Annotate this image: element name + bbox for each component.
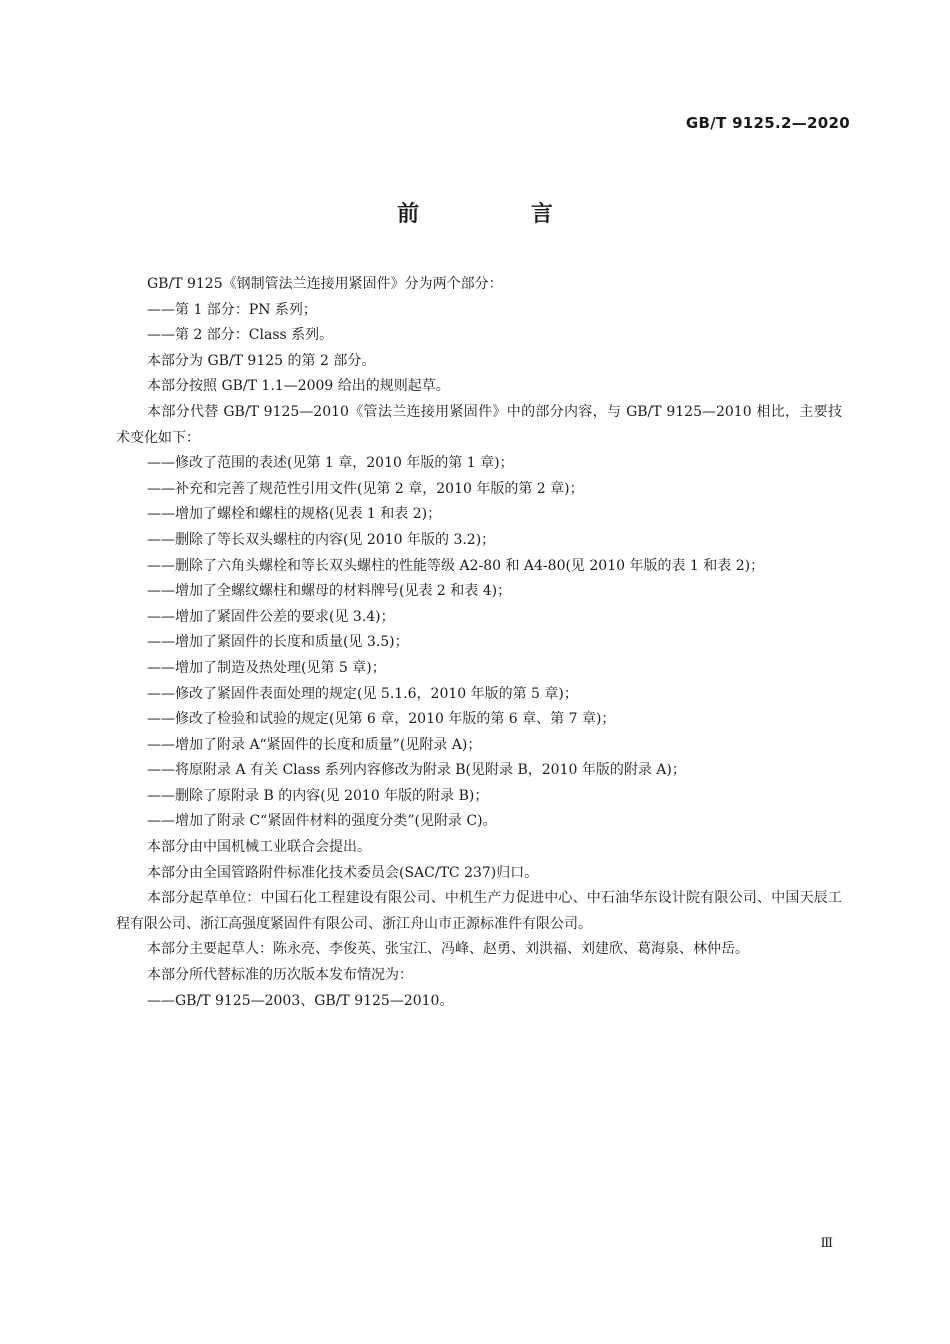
list-item: ——将原附录 A 有关 Class 系列内容修改为附录 B(见附录 B，2010 年版的附录 A)；: [147, 762, 686, 779]
list-item: ——增加了附录 A“紧固件的长度和质量”(见附录 A)；: [147, 736, 482, 753]
paragraph: 本部分所代替标准的历次版本发布情况为：: [147, 967, 413, 984]
list-item: ——增加了紧固件公差的要求(见 3.4)；: [147, 608, 395, 625]
standard-number: GB/T 9125.2—2020: [685, 114, 850, 132]
list-item: ——GB/T 9125—2003、GB/T 9125—2010。: [147, 992, 454, 1009]
list-item: ——增加了螺栓和螺柱的规格(见表 1 和表 2)；: [147, 506, 442, 523]
list-item: ——删除了原附录 B 的内容(见 2010 年版的附录 B)；: [147, 787, 489, 804]
foreword-body: [116, 272, 842, 1014]
list-item: ——增加了附录 C“紧固件材料的强度分类”(见附录 C)。: [147, 813, 497, 830]
list-item: ——增加了紧固件的长度和质量(见 3.5)；: [147, 634, 409, 651]
list-item: ——第 1 部分：PN 系列；: [147, 301, 317, 318]
paragraph: 本部分主要起草人：陈永亮、李俊英、张宝江、冯峰、赵勇、刘洪福、刘建欣、葛海泉、林仲岳。: [147, 941, 749, 958]
list-item: ——增加了全螺纹螺柱和螺母的材料牌号(见表 2 和表 4)；: [147, 583, 512, 600]
list-item: ——删除了六角头螺栓和等长双头螺柱的性能等级 A2-80 和 A4-80(见 2010 年版的表 1 和表 2)；: [147, 557, 765, 574]
list-item: ——补充和完善了规范性引用文件(见第 2 章，2010 年版的第 2 章)；: [147, 480, 584, 497]
paragraph: 本部分起草单位：中国石化工程建设有限公司、中机生产力促进中心、中石油华东设计院有限公司、中国天辰工程有限公司、浙江高强度紧固件有限公司、浙江舟山市正源标准件有限公司。: [116, 890, 842, 932]
paragraph: 本部分按照 GB/T 1.1—2009 给出的规则起草。: [147, 378, 450, 395]
paragraph: 本部分为 GB/T 9125 的第 2 部分。: [147, 352, 376, 369]
list-item: ——修改了检验和试验的规定(见第 6 章，2010 年版的第 6 章、第 7 章)；: [147, 711, 616, 728]
list-item: ——增加了制造及热处理(见第 5 章)；: [147, 659, 386, 676]
page-title: 前 言: [397, 202, 605, 227]
paragraph: 本部分代替 GB/T 9125—2010《管法兰连接用紧固件》中的部分内容，与 GB/T 9125—2010 相比，主要技术变化如下：: [116, 403, 842, 446]
list-item: ——第 2 部分：Class 系列。: [147, 327, 334, 344]
list-item: ——删除了等长双头螺柱的内容(见 2010 年版的 3.2)；: [147, 531, 496, 548]
list-item: ——修改了范围的表述(见第 1 章，2010 年版的第 1 章)；: [147, 455, 514, 472]
paragraph: GB/T 9125《钢制管法兰连接用紧固件》分为两个部分：: [147, 276, 503, 292]
paragraph: 本部分由全国管路附件标准化技术委员会(SAC/TC 237)归口。: [147, 864, 539, 881]
list-item: ——修改了紧固件表面处理的规定(见 5.1.6，2010 年版的第 5 章)；: [147, 685, 578, 702]
page-number: Ⅲ: [820, 1236, 833, 1251]
paragraph: 本部分由中国机械工业联合会提出。: [147, 839, 371, 856]
